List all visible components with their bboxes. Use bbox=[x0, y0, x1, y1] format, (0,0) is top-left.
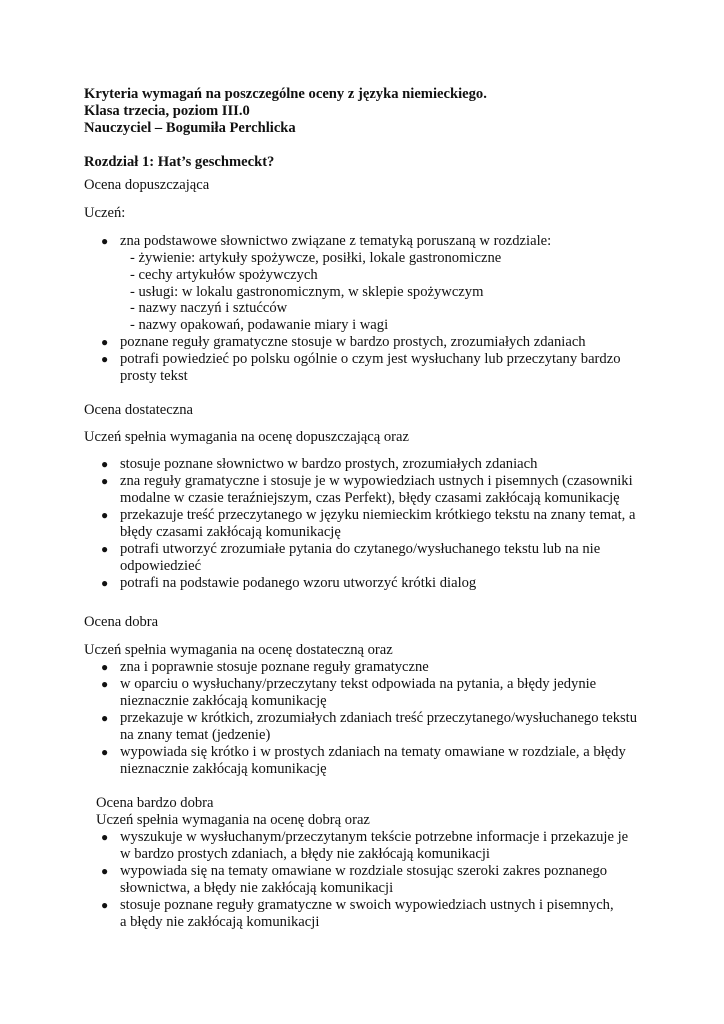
teacher-name: Nauczyciel – Bogumiła Perchlicka bbox=[84, 120, 296, 136]
grade-intro: Uczeń: bbox=[84, 205, 126, 221]
list-item: poznane reguły gramatyczne stosuje w bardzo prostych, zrozumiałych zdaniach bbox=[120, 334, 586, 350]
list-item-continuation: w bardzo prostych zdaniach, a błędy nie zakłócają komunikacji bbox=[120, 846, 490, 862]
bullet-icon: ● bbox=[101, 711, 109, 725]
bullet-icon: ● bbox=[101, 508, 109, 522]
bullet-icon: ● bbox=[101, 474, 109, 488]
list-item-continuation: odpowiedzieć bbox=[120, 558, 202, 574]
sub-item: - cechy artykułów spożywczych bbox=[130, 267, 318, 283]
list-item: stosuje poznane reguły gramatyczne w swoich wypowiedziach ustnych i pisemnych, bbox=[120, 897, 614, 913]
list-item: potrafi na podstawie podanego wzoru utworzyć krótki dialog bbox=[120, 575, 477, 591]
grade-heading: Ocena dobra bbox=[84, 614, 159, 630]
list-item: zna i poprawnie stosuje poznane reguły gramatyczne bbox=[120, 659, 429, 675]
list-item: wypowiada się na tematy omawiane w rozdziale stosując szeroki zakres poznanego bbox=[120, 863, 608, 879]
list-item-continuation: modalne w czasie teraźniejszym, czas Perfekt), błędy czasami zakłócają komunikację bbox=[120, 490, 620, 506]
list-item: przekazuje w krótkich, zrozumiałych zdaniach treść przeczytanego/wysłuchanego tekstu bbox=[120, 710, 638, 726]
bullet-icon: ● bbox=[101, 234, 109, 248]
list-item-continuation: prosty tekst bbox=[120, 368, 188, 384]
sub-item: - żywienie: artykuły spożywcze, posiłki, lokale gastronomiczne bbox=[130, 250, 502, 266]
list-item: stosuje poznane słownictwo w bardzo prostych, zrozumiałych zdaniach bbox=[120, 456, 538, 472]
grade-intro: Uczeń spełnia wymagania na ocenę dobrą oraz bbox=[96, 812, 370, 828]
list-item: potrafi utworzyć zrozumiałe pytania do czytanego/wysłuchanego tekstu lub na nie bbox=[120, 541, 601, 557]
list-item: zna reguły gramatyczne i stosuje je w wypowiedziach ustnych i pisemnych (czasowniki bbox=[120, 473, 633, 489]
list-item: przekazuje treść przeczytanego w języku niemieckim krótkiego tekstu na znany temat, a bbox=[120, 507, 636, 523]
bullet-icon: ● bbox=[101, 352, 109, 366]
list-item-continuation: nieznacznie zakłócają komunikację bbox=[120, 693, 327, 709]
bullet-icon: ● bbox=[101, 864, 109, 878]
sub-item: - usługi: w lokalu gastronomicznym, w sklepie spożywczym bbox=[130, 284, 484, 300]
list-item-continuation: a błędy nie zakłócają komunikacji bbox=[120, 914, 320, 930]
bullet-icon: ● bbox=[101, 457, 109, 471]
list-item: wyszukuje w wysłuchanym/przeczytanym tekście potrzebne informacje i przekazuje je bbox=[120, 829, 629, 845]
bullet-icon: ● bbox=[101, 660, 109, 674]
list-item: wypowiada się krótko i w prostych zdaniach na tematy omawiane w rozdziale, a błędy bbox=[120, 744, 626, 760]
class-level: Klasa trzecia, poziom III.0 bbox=[84, 103, 250, 119]
list-item-continuation: słownictwa, a błędy nie zakłócają komunikacji bbox=[120, 880, 394, 896]
grade-heading: Ocena dostateczna bbox=[84, 402, 193, 418]
bullet-icon: ● bbox=[101, 677, 109, 691]
list-item-continuation: nieznacznie zakłócają komunikację bbox=[120, 761, 327, 777]
grade-heading: Ocena dopuszczająca bbox=[84, 177, 210, 193]
bullet-icon: ● bbox=[101, 335, 109, 349]
bullet-icon: ● bbox=[101, 576, 109, 590]
list-item: w oparciu o wysłuchany/przeczytany tekst odpowiada na pytania, a błędy jedynie bbox=[120, 676, 597, 692]
bullet-icon: ● bbox=[101, 898, 109, 912]
list-item: potrafi powiedzieć po polsku ogólnie o czym jest wysłuchany lub przeczytany bardzo bbox=[120, 351, 621, 367]
grade-heading: Ocena bardzo dobra bbox=[96, 795, 214, 811]
grade-intro: Uczeń spełnia wymagania na ocenę dopuszczającą oraz bbox=[84, 429, 409, 445]
sub-item: - nazwy naczyń i sztućców bbox=[130, 300, 288, 316]
list-item: zna podstawowe słownictwo związane z tematyką poruszaną w rozdziale: bbox=[120, 233, 552, 249]
list-item-continuation: na znany temat (jedzenie) bbox=[120, 727, 271, 743]
grade-intro: Uczeń spełnia wymagania na ocenę dostateczną oraz bbox=[84, 642, 393, 658]
list-item-continuation: błędy czasami zakłócają komunikację bbox=[120, 524, 341, 540]
document-title: Kryteria wymagań na poszczególne oceny z języka niemieckiego. bbox=[84, 86, 487, 102]
bullet-icon: ● bbox=[101, 542, 109, 556]
bullet-icon: ● bbox=[101, 745, 109, 759]
bullet-icon: ● bbox=[101, 830, 109, 844]
chapter-title: Rozdział 1: Hat’s geschmeckt? bbox=[84, 154, 275, 170]
sub-item: - nazwy opakowań, podawanie miary i wagi bbox=[130, 317, 389, 333]
